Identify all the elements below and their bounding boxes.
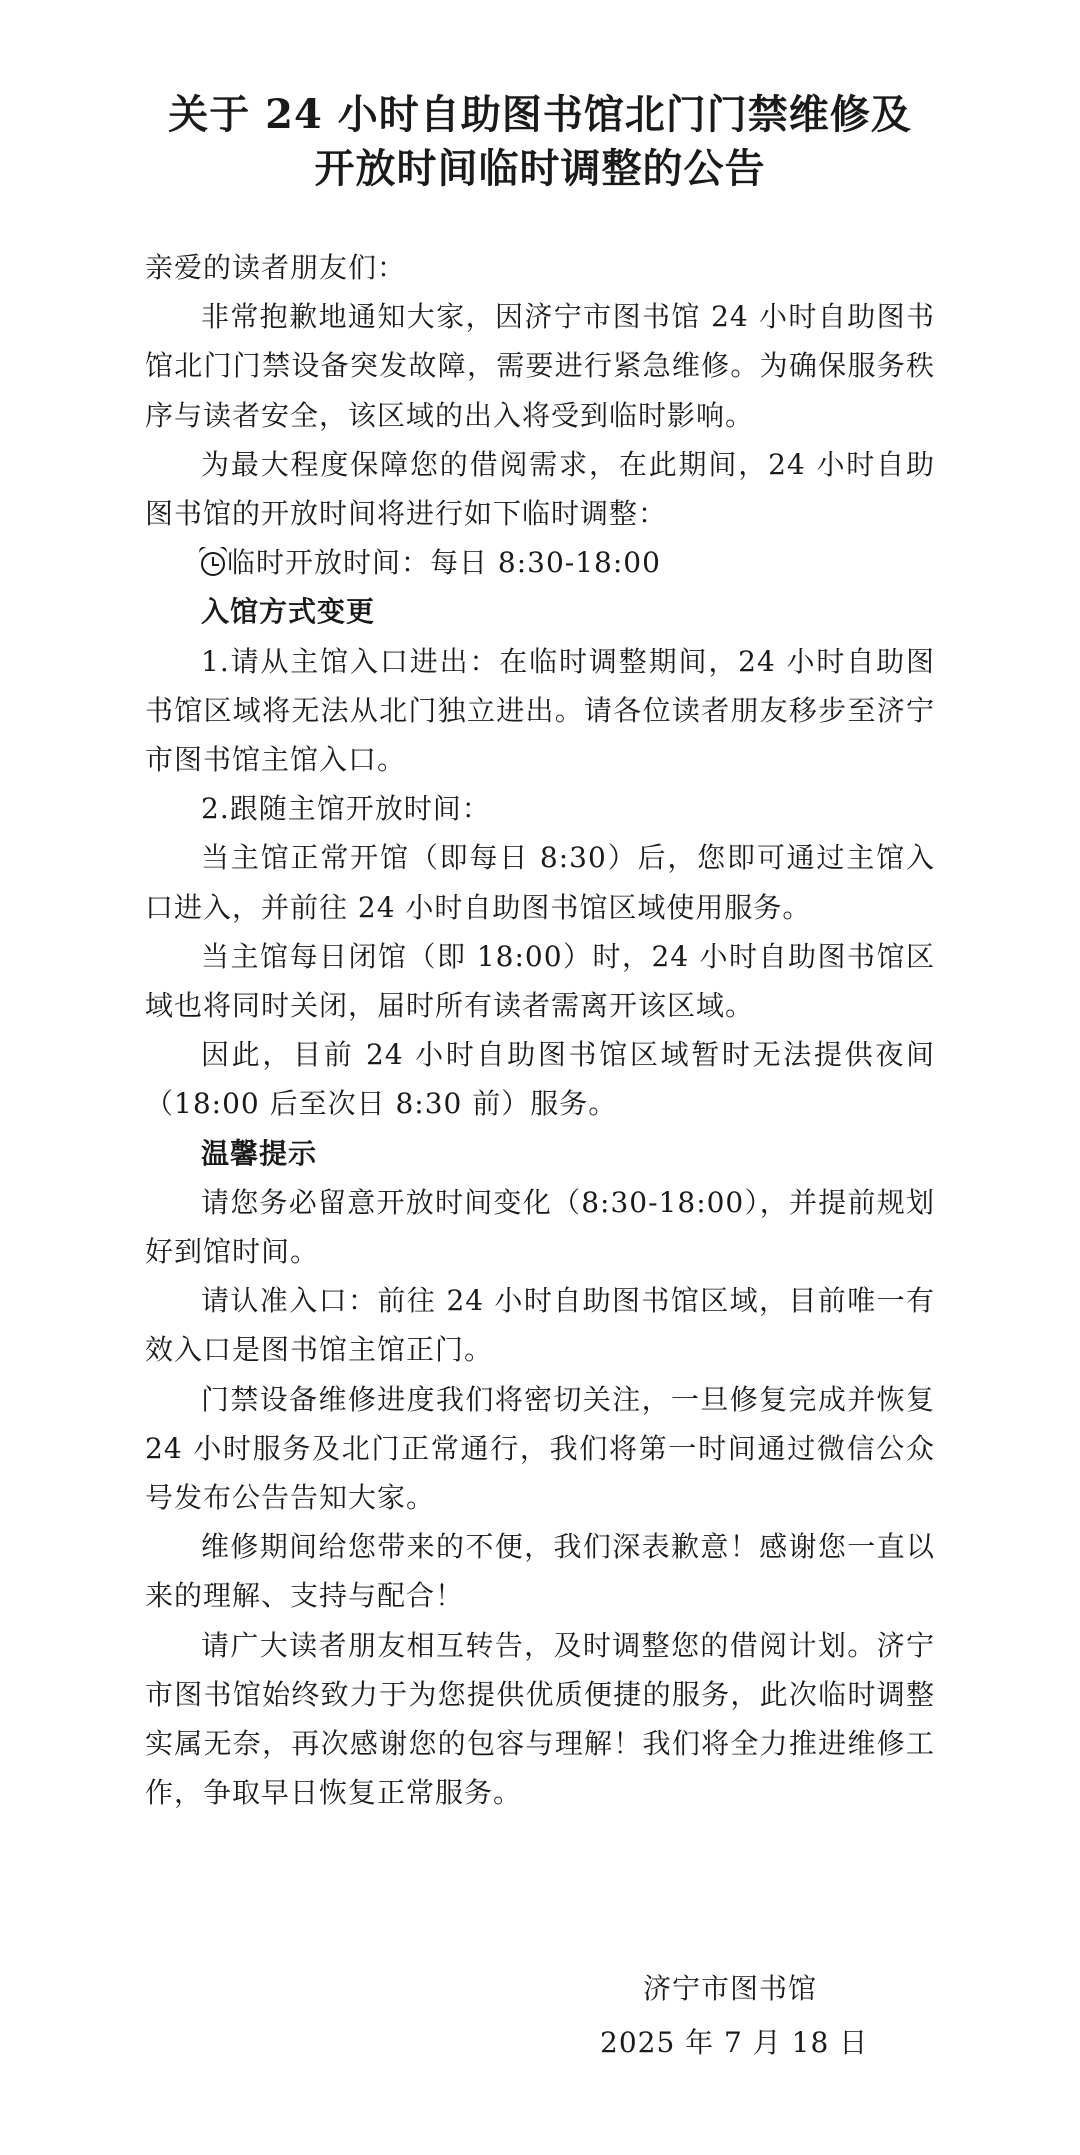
paragraph-closing: 请广大读者朋友相互转告，及时调整您的借阅计划。济宁市图书馆始终致力于为您提供优质便捷的服务，此次临时调整实属无奈，再次感谢您的包容与理解！我们将全力推进维修工作，争取早日恢复正常服务。 <box>145 1628 935 1810</box>
paragraph-no-night-service: 因此，目前 24 小时自助图书馆区域暂时无法提供夜间（18:00 后至次日 8:30 前）服务。 <box>145 1038 935 1121</box>
title-line-2: 开放时间临时调整的公告 <box>314 145 766 192</box>
paragraph-fault: 非常抱歉地通知大家，因济宁市图书馆 24 小时自助图书馆北门门禁设备突发故障，需要进行紧急维修。为确保服务秩序与读者安全，该区域的出入将受到临时影响。 <box>145 300 935 432</box>
paragraph-apology: 维修期间给您带来的不便，我们深表歉意！感谢您一直以来的理解、支持与配合！ <box>145 1530 935 1613</box>
paragraph-adjustment: 为最大程度保障您的借阅需求，在此期间，24 小时自助图书馆的开放时间将进行如下临时调整： <box>145 447 935 531</box>
signature-date: 2025 年 7 月 18 日 <box>600 2026 869 2059</box>
paragraph-close-time: 当主馆每日闭馆（即 18:00）时，24 小时自助图书馆区域也将同时关闭，届时所有读者需离开该区域。 <box>145 939 935 1023</box>
title-line-1: 关于 24 小时自助图书馆北门门禁维修及 <box>168 91 912 138</box>
greeting: 亲爱的读者朋友们： <box>145 251 407 284</box>
notice-body <box>145 243 935 1818</box>
opening-hours-text: 临时开放时间：每日 8:30-18:00 <box>227 546 661 580</box>
signature-block <box>600 1962 869 2070</box>
alarm-clock-icon <box>201 552 225 576</box>
paragraph-open-time: 当主馆正常开馆（即每日 8:30）后，您即可通过主馆入口进入，并前往 24 小时自助图书馆区域使用服务。 <box>145 841 935 924</box>
notice-title <box>0 88 1080 196</box>
entry-item-1: 1.请从主馆入口进出：在临时调整期间，24 小时自助图书馆区域将无法从北门独立进出。请各位读者朋友移步至济宁市图书馆主馆入口。 <box>145 644 935 777</box>
paragraph-repair-progress: 门禁设备维修进度我们将密切关注，一旦修复完成并恢复 24 小时服务及北门正常通行，我们将第一时间通过微信公众号发布公告告知大家。 <box>145 1382 935 1515</box>
signature-org: 济宁市图书馆 <box>642 1972 817 2005</box>
tip-entrance: 请认准入口：前往 24 小时自助图书馆区域，目前唯一有效入口是图书馆主馆正门。 <box>145 1284 935 1367</box>
entry-item-2: 2.跟随主馆开放时间： <box>201 792 491 826</box>
entry-change-heading: 入馆方式变更 <box>201 595 376 629</box>
tip-hours: 请您务必留意开放时间变化（8:30-18:00），并提前规划好到馆时间。 <box>145 1185 935 1269</box>
tips-heading: 温馨提示 <box>201 1136 318 1170</box>
opening-hours-line <box>145 538 935 587</box>
